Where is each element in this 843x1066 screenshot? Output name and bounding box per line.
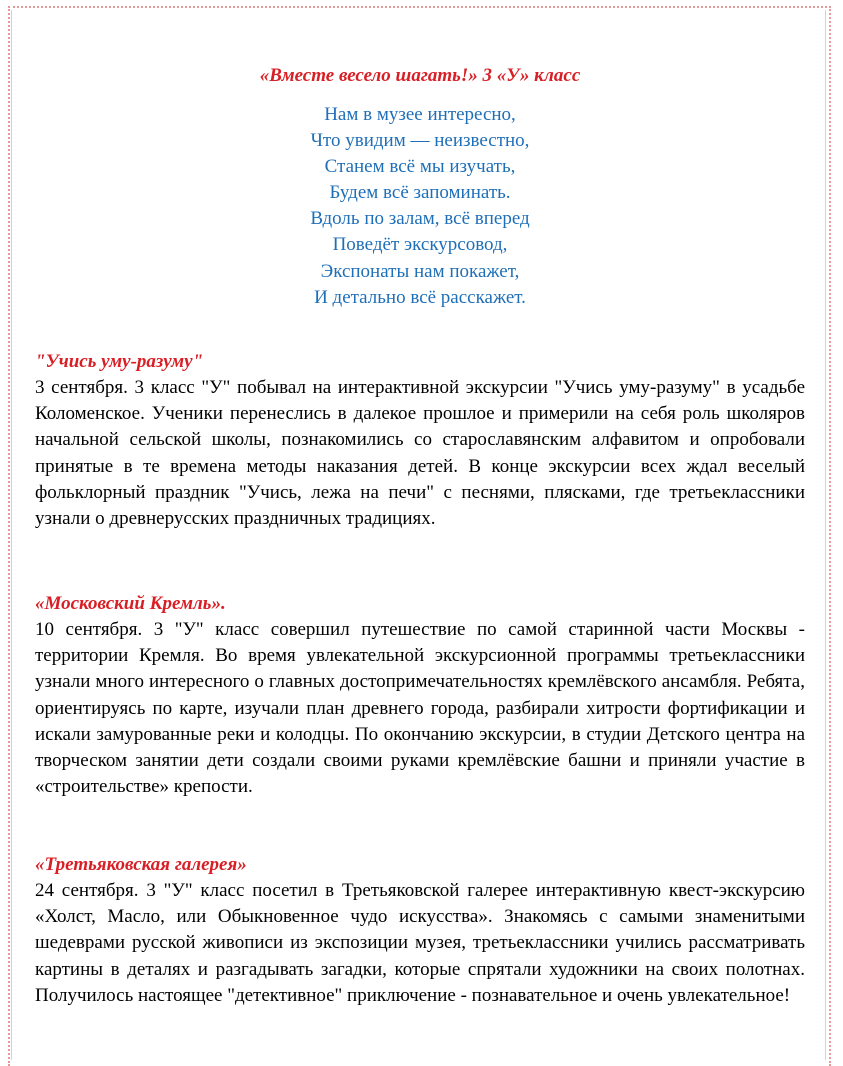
poem-line: И детально всё расскажет. [314, 286, 526, 308]
section-heading: «Третьяковская галерея» [35, 854, 247, 875]
section-tretyakov [35, 852, 805, 1009]
poem-line: Вдоль по залам, всё вперед [310, 208, 530, 230]
section-text: 10 сентября. 3 "У" класс совершил путешествие по самой старинной части Москвы - территории Кремля. Во время увлекательной экскурсионной программы третьеклассники узнали много интересного о главных достопримечательностях кремлёвского ансамбля. Ребята, ориентируясь по карте, изучали план древнего города, разбирали хитрости фортификации и искали замурованные реки и колодцы. По окончанию экскурсии, в студии Детского центра на творческом занятии дети создали своими руками кремлёвские башни и приняли участие в «строительстве» крепости. [35, 619, 805, 798]
section-heading: "Учись уму-разуму" [35, 351, 204, 372]
section-heading: «Московский Кремль». [35, 593, 226, 614]
poem-line: Нам в музее интересно, [324, 104, 516, 125]
section-text: 3 сентября. 3 класс "У" побывал на интерактивной экскурсии "Учись уму-разуму" в усадьбе Коломенское. Ученики перенеслись в далекое прошлое и примерили на себя роль школяров начальной сельской школы, познакомились со старославянским алфавитом и опробовали принятые в те времена методы наказания детей. В конце экскурсии всех ждал веселый фольклорный праздник "Учись, лежа на печи" с песнями, плясками, где третьеклассники узнали о древнерусских праздничных традициях. [35, 377, 805, 530]
article-title: «Вместе весело шагать!» 3 «У» класс [259, 65, 581, 86]
section-kolomenskoe [35, 349, 805, 532]
poem-line: Станем всё мы изучать, [324, 156, 516, 178]
poem [35, 102, 805, 311]
poem-line: Будем всё запоминать. [329, 182, 511, 204]
section-kremlin [35, 591, 805, 800]
poem-line: Экспонаты нам покажет, [320, 260, 520, 282]
section-text: 24 сентября. 3 "У" класс посетил в Третьяковской галерее интерактивную квест-экскурсию «Холст, Масло, или Обыкновенное чудо искусства». Знакомясь с самыми знаменитыми шедеврами русской живописи из экспозиции музея, третьеклассники учились рассматривать картины в деталях и разгадывать загадки, которые спрятали художники на своих полотнах. Получилось настоящее "детективное" приключение - познавательное и очень увлекательное! [35, 880, 805, 1006]
poem-line: Что увидим — неизвестно, [310, 130, 530, 152]
poem-line: Поведёт экскурсовод, [332, 234, 508, 256]
